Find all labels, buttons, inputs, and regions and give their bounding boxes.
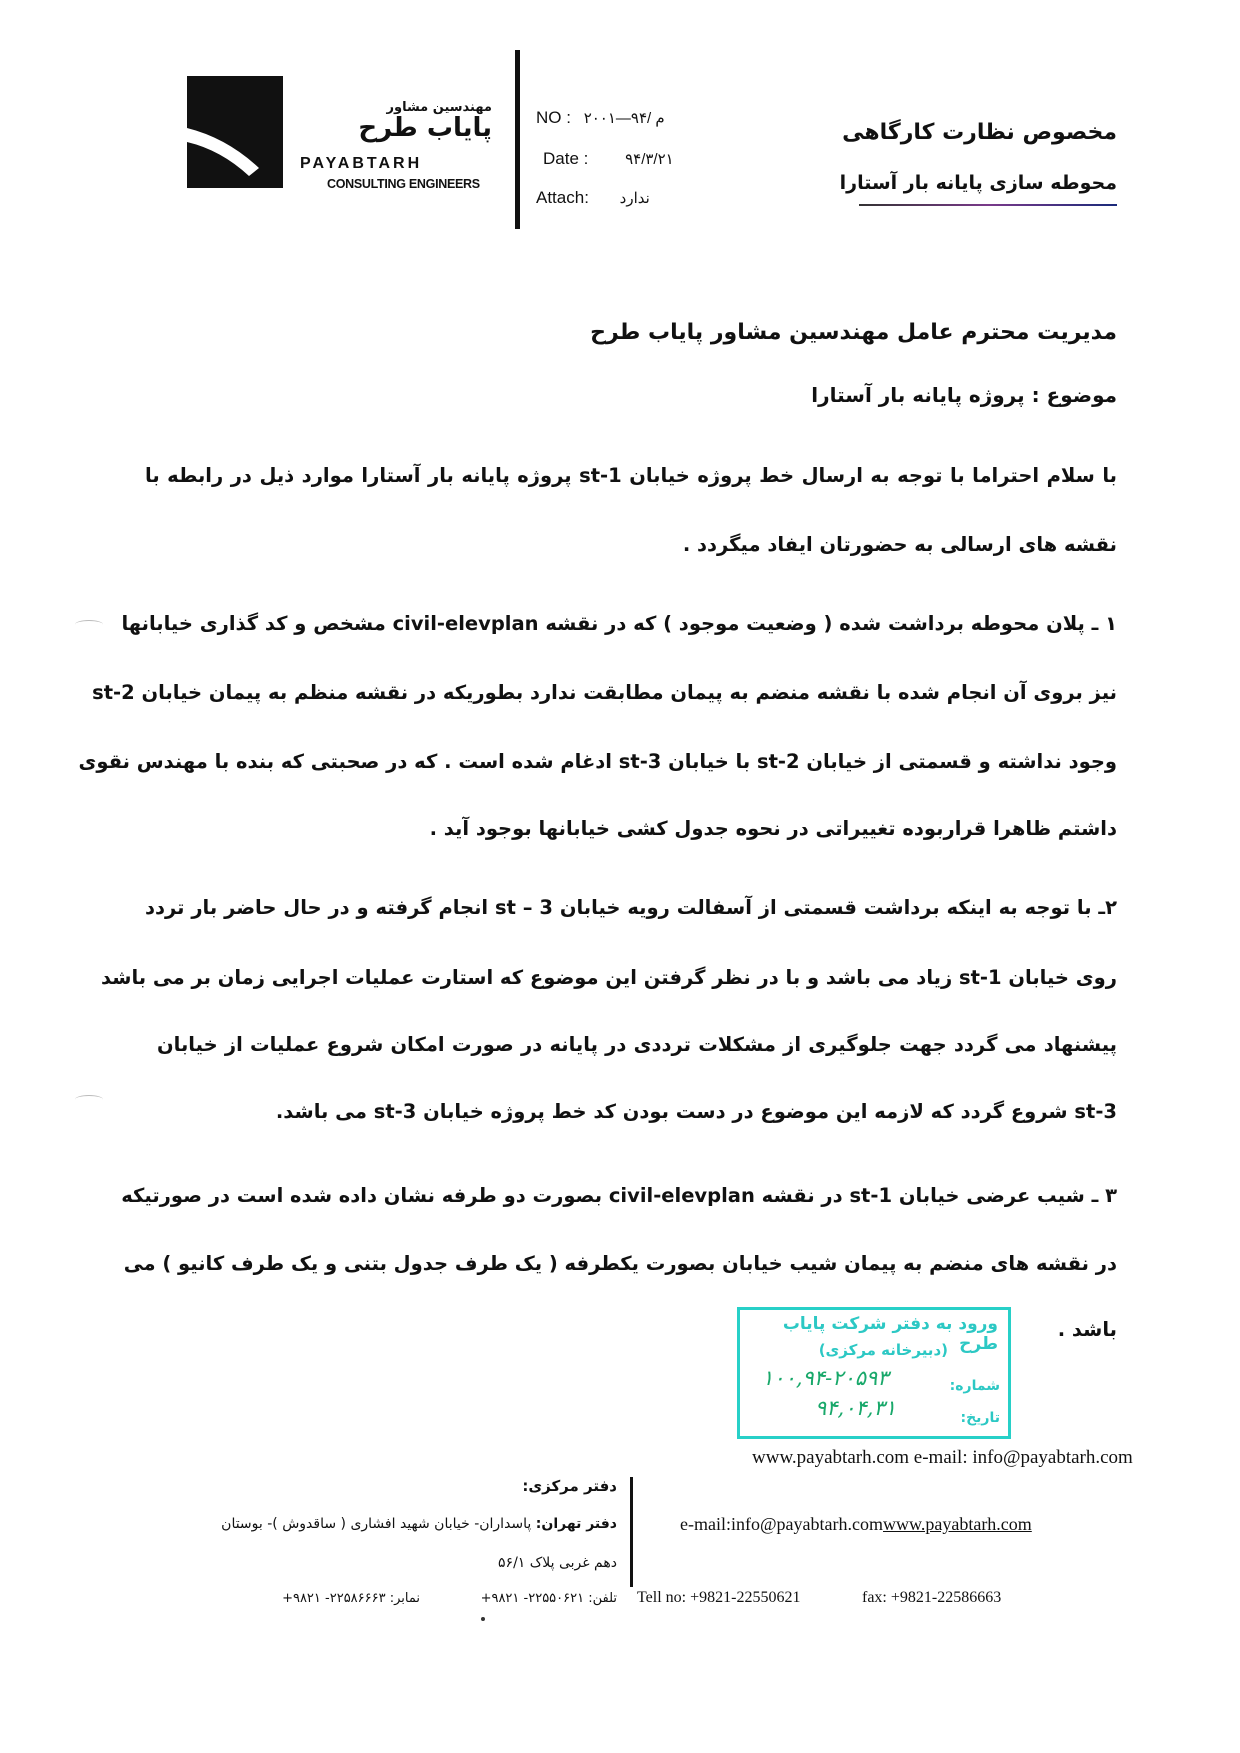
item1-line: وجود نداشته و قسمتی از خیابان st-2 با خیابان st-3 ادغام شده است . که در صحبتی که بنده با مهندس نقوی: [78, 750, 1117, 773]
number-value: ۲۰۰۱—۹۴/ م: [583, 110, 665, 127]
logo-subtitle-en: CONSULTING ENGINEERS: [327, 177, 480, 191]
letter-attachment: [536, 188, 650, 208]
subject: موضوع : پروژه پایانه بار آستارا: [811, 383, 1117, 407]
address-line2: دهم غربی پلاک ۵۶/۱: [498, 1555, 617, 1571]
item3-line: باشد .: [1057, 1318, 1117, 1341]
intro-line: با سلام احتراما با توجه به ارسال خط پروژه خیابان st-1 پروژه پایانه بار آستارا موارد ذیل در رابطه با: [145, 464, 1117, 487]
stamp-subtitle: (دبیرخانه مرکزی): [818, 1341, 948, 1359]
attach-label: Attach:: [536, 188, 589, 207]
tehran-address-text: پاسداران- خیابان شهید افشاری ( ساقدوش )- بوستان: [221, 1516, 532, 1532]
item2-line: st-3 شروع گردد که لازمه این موضوع در دست بودن کد خط پروژه خیابان st-3 می باشد.: [275, 1100, 1117, 1123]
project-title: محوطه سازی پایانه بار آستارا: [839, 172, 1117, 194]
email-en[interactable]: e-mail:info@payabtarh.com: [680, 1514, 884, 1534]
stamp-date-value: ۹۴,۰۴,۳۱: [815, 1396, 897, 1420]
item3-line: در نقشه های منضم به پیمان شیب خیابان بصورت یکطرفه ( یک طرف جدول بتنی و یک طرف کانیو ) می: [123, 1252, 1117, 1275]
item2-line: روی خیابان st-1 زیاد می باشد و با در نظر گرفتن این موضوع که استارت عملیات اجرایی زمان بر می باشد: [101, 966, 1117, 989]
header-divider: [515, 50, 520, 229]
date-value: ۹۴/۳/۲۱: [625, 151, 674, 168]
logo-text-fa-small: مهندسین مشاور: [386, 100, 492, 115]
stamp-number-label: شماره:: [949, 1378, 1000, 1394]
punch-mark: [75, 620, 103, 629]
intro-line: نقشه های ارسالی به حضورتان ایفاد میگردد .: [682, 533, 1117, 556]
stamp-date-label: تاریخ:: [960, 1410, 1000, 1426]
tel-en: Tell no: +9821-22550621: [637, 1589, 801, 1606]
tehran-label: دفتر تهران:: [535, 1516, 617, 1532]
stamp-number-value: ۱۰۰,۹۴-۲۰۵۹۳: [762, 1366, 889, 1390]
stamp-title: ورود به دفتر شرکت پایاب طرح: [782, 1314, 998, 1354]
number-label: NO :: [536, 108, 571, 127]
receipt-stamp: [737, 1307, 1011, 1439]
item1-line: نیز بروی آن انجام شده با نقشه منضم به پیمان مطابقت ندارد بطوریکه در نقشه منظم به پیمان خیابان st-2: [92, 681, 1117, 704]
recipient: مدیریت محترم عامل مهندسین مشاور پایاب طرح: [590, 320, 1117, 345]
logo-text-fa: پایاب طرح: [358, 113, 492, 143]
item1-line: ۱ ـ پلان محوطه برداشت شده ( وضعیت موجود ) که در نقشه civil-elevplan مشخص و کد گذاری خیابانها: [121, 612, 1117, 635]
scan-speck: [481, 1617, 485, 1621]
logo-text-en: PAYABTARH: [300, 155, 423, 172]
letter-classification: مخصوص نظارت کارگاهی: [842, 120, 1117, 145]
tehran-address: [221, 1516, 617, 1532]
footer-divider: [630, 1477, 633, 1587]
attach-value: ندارد: [619, 190, 650, 207]
fax-en: fax: +9821-22586663: [862, 1589, 1002, 1606]
logo-mark: [187, 76, 283, 188]
item2-line: ۲ـ با توجه به اینکه برداشت قسمتی از آسفالت رویه خیابان st – 3 انجام گرفته و در حال حاضر بار تردد: [145, 896, 1117, 919]
title-underline: [859, 204, 1117, 206]
fax-fa: نمابر: ۲۲۵۸۶۶۶۳- ۹۸۲۱+: [282, 1591, 420, 1606]
phone-fa: تلفن: ۲۲۵۵۰۶۲۱- ۹۸۲۱+: [480, 1591, 617, 1606]
footer-email: [680, 1514, 1032, 1535]
letter-date: [543, 149, 674, 169]
office-title: دفتر مرکزی:: [522, 1477, 617, 1495]
letter-number: [536, 108, 665, 128]
date-label: Date :: [543, 149, 589, 168]
item3-line: ۳ ـ شیب عرضی خیابان st-1 در نقشه civil-elevplan بصورت دو طرفه نشان داده شده است در صورتیکه: [121, 1184, 1117, 1207]
website-link[interactable]: www.payabtarh.com: [883, 1514, 1032, 1534]
item1-line: داشتم ظاهرا قراربوده تغییراتی در نحوه جدول کشی خیابانها بوجود آید .: [429, 817, 1117, 840]
item2-line: پیشنهاد می گردد جهت جلوگیری از مشکلات ترددی در پایانه در صورت امکان شروع عملیات از خیابان: [157, 1033, 1117, 1056]
punch-mark: [75, 1095, 103, 1104]
footer-web-email: www.payabtarh.com e-mail: info@payabtarh.com: [752, 1447, 1133, 1468]
